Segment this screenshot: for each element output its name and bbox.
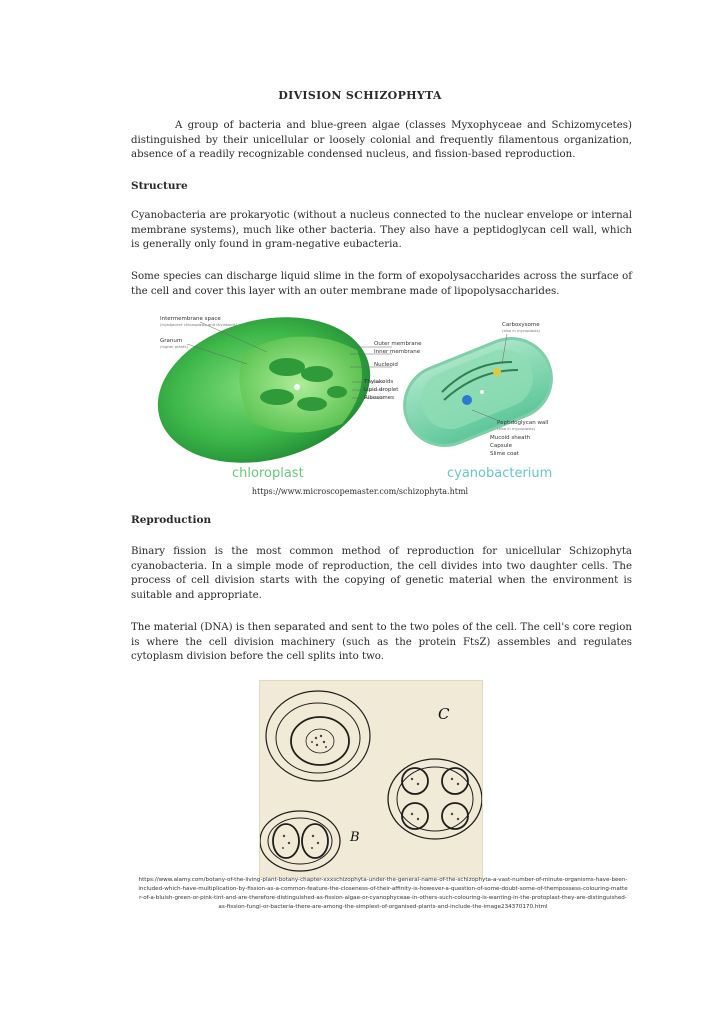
label-intermembrane-sub: (in/adjacent chloroplasts and thylakoids)	[160, 322, 238, 327]
label-granum: Granum	[160, 338, 183, 344]
label-intermembrane-space: Intermembrane space	[160, 316, 221, 322]
label-carboxysome: Carboxysome	[502, 322, 540, 328]
label-mucoid-sheath: Mucoid sheath	[490, 435, 531, 441]
document-title: DIVISION SCHIZOPHYTA	[278, 89, 442, 102]
structure-heading: Structure	[131, 180, 188, 192]
intro-paragraph: A group of bacteria and blue-green algae (classes Myxophyceae and Schizomycetes) distinguished by their unicellular or loosely colonial and frequently filamentous organization, absence of a readily recognizable condensed nucleus, and fission-based reproduction.	[131, 120, 632, 161]
label-peptidoglycan-wall: Peptidoglycan wall	[497, 420, 549, 426]
label-lipid-droplet: Lipid droplet	[364, 387, 399, 393]
structure-paragraph-1: Cyanobacteria are prokaryotic (without a nucleus connected to the nuclear envelope or internal membrane systems), much like other bacteria. They also have a peptidoglycan cell wall, which is generally only found in gram-negative eubacteria.	[131, 210, 632, 251]
figure-label-c: C	[438, 705, 450, 723]
reproduction-paragraph-2: The material (DNA) is then separated and sent to the two poles of the cell. The cell's core region is where the cell division machinery (such as the protein FtsZ) assembles and regulates cytoplasm division before the cell splits into two.	[131, 622, 632, 663]
figure-title-cyanobacterium: cyanobacterium	[447, 466, 553, 481]
label-inner-membrane: Inner membrane	[374, 349, 421, 355]
label-thylakoids: Thylakoids	[364, 379, 394, 385]
label-ribosomes: Ribosomes	[364, 395, 395, 401]
figure1-source-link[interactable]: https://www.microscopemaster.com/schizophyta.html	[251, 487, 469, 496]
figure-label-b: B	[350, 830, 360, 845]
reproduction-paragraph-1: Binary fission is the most common method of reproduction for unicellular Schizophyta cyanobacteria. In a simple mode of reproduction, the cell divides into two daughter cells. The process of cell division starts with the copying of genetic material when the environment is suitable and appropriate.	[131, 546, 632, 601]
figure-title-chloroplast: chloroplast	[232, 466, 304, 481]
label-carboxysome-sub: (also in mycoplasts)	[502, 328, 541, 333]
label-outer-membrane: Outer membrane	[374, 341, 422, 347]
label-nucleoid: Nucleoid	[374, 362, 398, 368]
reproduction-heading: Reproduction	[131, 514, 212, 526]
figure2-source-link[interactable]: https://www.alamy.com/botany-of-the-living-plant-botany-chapter-xxxschizophyta-under-the-general-name-of-the-schizophyta-a-vast-number-of-minute-organisms-have-been-included-which-have-multiplication-by-fission-as-a-common-feature-the-closeness-of-their-affinity-is-however-a-question-of-some-doubt-some-of-thempossess-colouring-matter-of-a-bluish-green-or-pink-tint-and-are-therefore-distinguished-as-fission-algae-or-cyanophyceae-in-others-such-colouring-is-wanting-in-the-protoplast-they-are-distinguished-as-fission-fungi-or-bacteria-there-are-among-the-simplest-of-organised-plants-and-include-the-image234370170.html	[138, 877, 628, 910]
fission-illustration	[259, 680, 483, 878]
chloroplast-illustration	[152, 312, 386, 484]
label-granum-sub: (higher plants)	[160, 344, 189, 349]
label-slime-coat: Slime coat	[490, 451, 519, 457]
chloroplast-cyanobacterium-figure	[152, 312, 562, 484]
structure-paragraph-2: Some species can discharge liquid slime in the form of exopolysaccharides across the surface of the cell and cover this layer with an outer membrane made of lipopolysaccharides.	[131, 271, 632, 297]
label-peptidoglycan-sub: (also in mycoplasts)	[497, 426, 536, 431]
fission-drawing	[260, 681, 482, 877]
label-capsule: Capsule	[490, 443, 512, 449]
